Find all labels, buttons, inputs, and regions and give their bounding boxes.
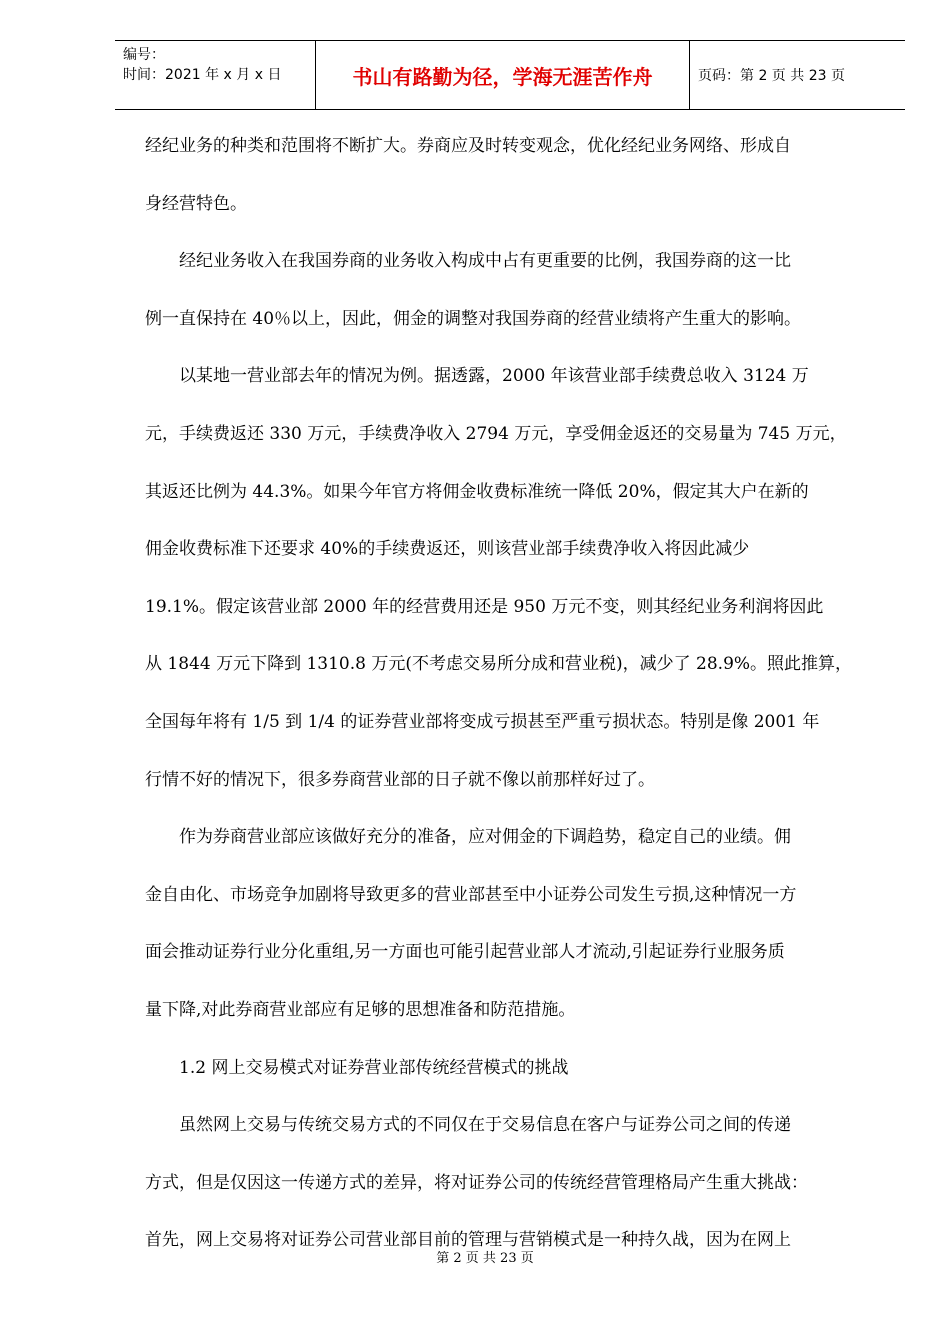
document-body [145,118,895,1270]
body-line: 元，手续费返还 330 万元，手续费净收入 2794 万元，享受佣金返还的交易量为 745 万元， [145,423,847,444]
body-line: 首先，网上交易将对证券公司营业部目前的管理与营销模式是一种持久战，因为在网上 [145,1230,791,1251]
page-header [115,40,905,110]
body-line: 身经营特色。 [145,193,247,214]
body-line: 佣金收费标准下还要求 40%的手续费返还，则该营业部手续费净收入将因此减少 [145,539,750,560]
body-line: 全国每年将有 1/5 到 1/4 的证券营业部将变成亏损甚至严重亏损状态。特别是像 2001 年 [145,711,820,732]
page-footer: 第 2 页 共 23 页 [436,1251,534,1266]
header-motto: 书山有路勤为径，学海无涯苦作舟 [315,41,690,109]
body-line: 19.1%。假定该营业部 2000 年的经营费用还是 950 万元不变，则其经纪业务利润将因此 [145,596,824,617]
header-page-label: 页码：第 2 页 共 23 页 [698,68,845,84]
body-line: 经纪业务收入在我国券商的业务收入构成中占有更重要的比例，我国券商的这一比 [145,251,791,272]
time-label: 时间：2021 年 x 月 x 日 [123,67,282,83]
body-line: 行情不好的情况下，很多券商营业部的日子就不像以前那样好过了。 [145,769,655,790]
body-line: 方式，但是仅因这一传递方式的差异，将对证券公司的传统经营管理格局产生重大挑战： [145,1172,808,1193]
body-line: 面会推动证券行业分化重组,另一方面也可能引起营业部人才流动,引起证券行业服务质 [145,942,785,963]
body-line: 以某地一营业部去年的情况为例。据透露，2000 年该营业部手续费总收入 3124 万 [145,366,809,387]
body-line: 从 1844 万元下降到 1310.8 万元(不考虑交易所分成和营业税)，减少了 28.9%。照此推算， [145,654,853,675]
body-line: 量下降,对此券商营业部应有足够的思想准备和防范措施。 [145,999,576,1020]
body-line: 例一直保持在 40％以上，因此，佣金的调整对我国券商的经营业绩将产生重大的影响。 [145,308,802,329]
body-line: 虽然网上交易与传统交易方式的不同仅在于交易信息在客户与证券公司之间的传递 [145,1115,791,1136]
header-meta [115,41,315,109]
section-heading: 1.2 网上交易模式对证券营业部传统经营模式的挑战 [145,1057,569,1078]
body-line: 经纪业务的种类和范围将不断扩大。券商应及时转变观念，优化经纪业务网络、形成自 [145,136,791,156]
serial-label: 编号： [123,47,165,63]
body-line: 作为券商营业部应该做好充分的准备，应对佣金的下调趋势，稳定自己的业绩。佣 [145,827,791,848]
body-line: 其返还比例为 44.3%。如果今年官方将佣金收费标准统一降低 20%，假定其大户在新的 [145,481,809,502]
body-line: 金自由化、市场竞争加剧将导致更多的营业部甚至中小证券公司发生亏损,这种情况一方 [145,884,797,905]
